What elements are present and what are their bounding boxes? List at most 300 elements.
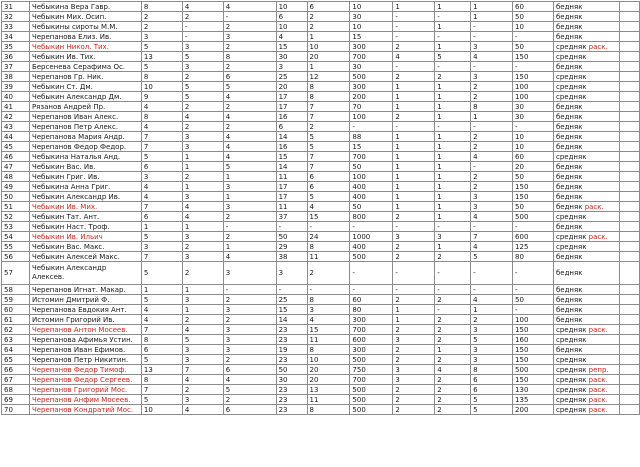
value-cell: 4 [141,122,182,132]
row-number-cell: 41 [2,102,30,112]
value-cell: 8 [307,405,350,415]
value-cell: 2 [307,22,350,32]
class-cell: средняк [553,355,619,365]
name-cell: Черепанов Федор Сергеев. [29,375,141,385]
value-cell: - [513,262,554,285]
value-cell: 4 [182,375,223,385]
value-cell: 1 [435,102,471,112]
value-cell: 200 [350,92,393,102]
value-cell: 5 [223,82,276,92]
value-cell: - [276,285,307,295]
value-cell: 10 [141,405,182,415]
status-note: раск. [588,385,608,394]
row-number-cell: 51 [2,202,30,212]
class-cell: средняк [553,242,619,252]
row-number-cell: 42 [2,112,30,122]
name-cell: Черепанова Афимья Устин. [29,335,141,345]
row-number-cell: 55 [2,242,30,252]
name-cell: Черепанов Федор Федор. [29,142,141,152]
value-cell: 6 [276,122,307,132]
value-cell: 1 [471,112,513,122]
row-number-cell: 46 [2,152,30,162]
value-cell: 88 [350,132,393,142]
value-cell: - [350,122,393,132]
table-row [2,262,640,285]
value-cell: 2 [435,295,471,305]
value-cell: 4 [307,202,350,212]
class-cell: бедняк [553,142,619,152]
value-cell: 1 [393,132,435,142]
empty-cell [619,52,639,62]
value-cell: 2 [435,252,471,262]
class-cell: средняк [553,152,619,162]
value-cell: 1 [223,172,276,182]
value-cell: - [435,122,471,132]
value-cell: 2 [471,172,513,182]
value-cell: 13 [141,365,182,375]
value-cell: 1 [182,182,223,192]
name-cell: Чебыкин Ив. Ильич [29,232,141,242]
value-cell: 11 [307,395,350,405]
value-cell: 80 [350,305,393,315]
value-cell: 400 [350,192,393,202]
row-number-cell: 67 [2,375,30,385]
value-cell: 23 [276,385,307,395]
value-cell: 2 [393,355,435,365]
name-cell: Чебыкин Наст. Троф. [29,222,141,232]
empty-cell [619,142,639,152]
value-cell: 1 [182,305,223,315]
value-cell: 4 [141,315,182,325]
value-cell: - [471,222,513,232]
value-cell: 6 [223,72,276,82]
table-row [2,202,640,212]
value-cell: 5 [435,52,471,62]
value-cell: 400 [350,242,393,252]
value-cell: 3 [276,62,307,72]
value-cell: 6 [141,212,182,222]
value-cell: 8 [471,365,513,375]
value-cell: 2 [471,182,513,192]
empty-cell [619,385,639,395]
value-cell: 750 [350,365,393,375]
row-number-cell: 38 [2,72,30,82]
value-cell: 4 [223,2,276,12]
row-number-cell: 44 [2,132,30,142]
value-cell: 100 [513,315,554,325]
value-cell: 2 [223,315,276,325]
value-cell: 5 [307,142,350,152]
value-cell: 3 [307,305,350,315]
class-cell: бедняк [553,32,619,42]
value-cell: 3 [471,72,513,82]
value-cell: 2 [435,355,471,365]
value-cell: 30 [350,12,393,22]
value-cell: 3 [182,345,223,355]
value-cell: 500 [350,385,393,395]
value-cell: 1 [393,192,435,202]
empty-cell [619,112,639,122]
table-row [2,395,640,405]
value-cell: 2 [182,102,223,112]
value-cell: 29 [276,242,307,252]
value-cell: 150 [513,182,554,192]
class-label: бедняк [555,202,583,211]
class-cell: бедняк [553,172,619,182]
value-cell: 2 [393,42,435,52]
value-cell: 2 [393,385,435,395]
table-row [2,325,640,335]
value-cell: 80 [513,252,554,262]
value-cell: 1 [141,222,182,232]
empty-cell [619,12,639,22]
value-cell: 50 [513,42,554,52]
value-cell: - [307,285,350,295]
value-cell: - [223,285,276,295]
value-cell: 3 [141,172,182,182]
value-cell: 2 [393,112,435,122]
value-cell: 5 [141,42,182,52]
row-number-cell: 37 [2,62,30,72]
value-cell: 7 [307,152,350,162]
status-note: раск. [584,202,604,211]
value-cell: 7 [141,252,182,262]
value-cell: 2 [223,62,276,72]
row-number-cell: 31 [2,2,30,12]
table-row [2,32,640,42]
value-cell: 4 [307,315,350,325]
row-number-cell: 58 [2,285,30,295]
value-cell: 15 [276,152,307,162]
value-cell: 4 [141,192,182,202]
value-cell: 3 [471,345,513,355]
row-number-cell: 60 [2,305,30,315]
value-cell: 2 [223,122,276,132]
value-cell: 3 [471,202,513,212]
value-cell: 2 [471,82,513,92]
class-cell: бедняк [553,285,619,295]
value-cell: - [307,222,350,232]
row-number-cell: 66 [2,365,30,375]
name-cell: Черепанов Анфим Мосеев. [29,395,141,405]
value-cell: 5 [223,385,276,395]
value-cell: 3 [182,142,223,152]
class-cell [553,232,619,242]
empty-cell [619,72,639,82]
empty-cell [619,262,639,285]
value-cell: 2 [223,102,276,112]
class-cell: средняк [553,82,619,92]
class-cell: средняк [553,92,619,102]
empty-cell [619,2,639,12]
table-row [2,355,640,365]
value-cell: 20 [307,52,350,62]
value-cell: 20 [307,375,350,385]
value-cell: 8 [141,375,182,385]
class-label: средняк [555,232,587,241]
value-cell: 8 [307,82,350,92]
value-cell: 1 [471,305,513,315]
table-row [2,62,640,72]
value-cell: 4 [223,132,276,142]
value-cell: 7 [307,162,350,172]
value-cell: 150 [513,52,554,62]
value-cell: 1 [435,242,471,252]
value-cell: 400 [350,182,393,192]
class-cell: бедняк [553,22,619,32]
name-cell: Черепанов Петр Никитин. [29,355,141,365]
empty-cell [619,132,639,142]
empty-cell [619,335,639,345]
value-cell: 1 [393,172,435,182]
name-cell: Чебыкин Никол. Тих. [29,42,141,52]
name-cell: Чебыкина Вера Гавр. [29,2,141,12]
value-cell: 1 [223,242,276,252]
name-cell: Чебыкин Вас. Макс. [29,242,141,252]
value-cell: 20 [307,365,350,375]
row-number-cell: 53 [2,222,30,232]
row-number-cell: 56 [2,252,30,262]
value-cell: 2 [435,325,471,335]
class-cell: бедняк [553,315,619,325]
value-cell: 15 [350,142,393,152]
value-cell: 2 [307,12,350,22]
table-row [2,375,640,385]
class-cell: бедняк [553,295,619,305]
status-note: раск. [588,395,608,404]
value-cell: 4 [276,32,307,42]
value-cell: 1 [393,152,435,162]
value-cell: 3 [393,365,435,375]
value-cell: 5 [141,232,182,242]
value-cell: - [435,262,471,285]
value-cell: 2 [182,72,223,82]
value-cell: 5 [141,152,182,162]
value-cell: 3 [471,192,513,202]
value-cell: 4 [182,325,223,335]
value-cell: 500 [513,365,554,375]
value-cell: 2 [182,122,223,132]
empty-cell [619,222,639,232]
class-cell: бедняк [553,132,619,142]
value-cell: - [471,285,513,295]
value-cell: 700 [350,325,393,335]
value-cell: - [513,305,554,315]
value-cell: 150 [513,72,554,82]
value-cell: 1 [435,212,471,222]
value-cell: - [513,222,554,232]
value-cell: 500 [350,405,393,415]
value-cell: 5 [471,335,513,345]
table-row [2,295,640,305]
row-number-cell: 70 [2,405,30,415]
value-cell: - [350,262,393,285]
table-row [2,92,640,102]
value-cell: 7 [141,202,182,212]
value-cell: 2 [182,262,223,285]
class-cell [553,395,619,405]
value-cell: 1 [435,142,471,152]
empty-cell [619,62,639,72]
empty-cell [619,315,639,325]
value-cell: - [471,62,513,72]
value-cell: 2 [393,345,435,355]
class-label: средняк [555,405,587,414]
row-number-cell: 52 [2,212,30,222]
table-row [2,232,640,242]
value-cell: 2 [435,395,471,405]
value-cell: 5 [223,162,276,172]
value-cell: - [350,222,393,232]
value-cell: 70 [350,102,393,112]
value-cell: 60 [513,152,554,162]
value-cell: 2 [182,385,223,395]
value-cell: 1 [471,2,513,12]
value-cell: 150 [513,192,554,202]
value-cell: 15 [276,42,307,52]
value-cell: 23 [276,395,307,405]
value-cell: 2 [223,395,276,405]
row-number-cell: 63 [2,335,30,345]
value-cell: 3 [393,232,435,242]
value-cell: 20 [513,162,554,172]
value-cell: 1 [182,162,223,172]
name-cell: Чебыкин Александр Ив. [29,192,141,202]
table-row [2,152,640,162]
value-cell: 2 [393,395,435,405]
value-cell: 10 [513,22,554,32]
value-cell: 2 [393,295,435,305]
value-cell: 6 [141,162,182,172]
empty-cell [619,22,639,32]
table-row [2,52,640,62]
value-cell: 15 [307,325,350,335]
class-cell: бедняк [553,162,619,172]
value-cell: 14 [276,132,307,142]
table-row [2,2,640,12]
value-cell: 30 [350,62,393,72]
name-cell: Чебыкин Мих. Осип. [29,12,141,22]
value-cell: 50 [276,365,307,375]
value-cell: 15 [350,32,393,42]
empty-cell [619,365,639,375]
value-cell: 10 [513,132,554,142]
value-cell: 125 [513,242,554,252]
value-cell: 10 [350,22,393,32]
value-cell: - [393,22,435,32]
value-cell: 1 [182,222,223,232]
empty-cell [619,202,639,212]
value-cell: 2 [182,172,223,182]
value-cell: 8 [141,335,182,345]
value-cell: 3 [182,132,223,142]
value-cell: 2 [471,142,513,152]
value-cell: 10 [276,2,307,12]
row-number-cell: 50 [2,192,30,202]
value-cell: 30 [276,375,307,385]
value-cell: 1 [435,192,471,202]
row-number-cell: 68 [2,385,30,395]
value-cell: 4 [182,405,223,415]
value-cell: 60 [513,2,554,12]
value-cell: 38 [276,252,307,262]
value-cell: - [393,12,435,22]
value-cell: 2 [435,315,471,325]
class-label: средняк [555,395,587,404]
value-cell: 3 [223,305,276,315]
empty-cell [619,82,639,92]
name-cell: Черепанов Гр. Ник. [29,72,141,82]
value-cell: 2 [471,315,513,325]
value-cell: 50 [513,172,554,182]
value-cell: 4 [223,375,276,385]
value-cell: 1 [393,102,435,112]
class-cell: средняк [553,212,619,222]
value-cell: 6 [471,385,513,395]
value-cell: - [471,162,513,172]
value-cell: 8 [307,345,350,355]
value-cell: 8 [141,2,182,12]
value-cell: 3 [223,335,276,345]
value-cell: 1 [393,162,435,172]
value-cell: 17 [276,102,307,112]
value-cell: 7 [307,102,350,112]
value-cell: 8 [307,242,350,252]
value-cell: 13 [141,52,182,62]
value-cell: 6 [307,182,350,192]
value-cell: 3 [276,262,307,285]
row-number-cell: 59 [2,295,30,305]
value-cell: 100 [513,82,554,92]
value-cell: - [393,62,435,72]
value-cell: 3 [223,345,276,355]
value-cell: 5 [182,82,223,92]
value-cell: 37 [276,212,307,222]
value-cell: 2 [223,212,276,222]
class-cell: бедняк [553,192,619,202]
empty-cell [619,252,639,262]
name-cell: Чебыкин Вас. Ив. [29,162,141,172]
status-note: раск. [588,42,608,51]
value-cell: 4 [435,365,471,375]
row-number-cell: 39 [2,82,30,92]
value-cell: 5 [471,252,513,262]
name-cell: Чебыкин Алексей Макс. [29,252,141,262]
value-cell: 4 [223,142,276,152]
value-cell: 6 [141,345,182,355]
row-number-cell: 40 [2,92,30,102]
value-cell: 8 [141,72,182,82]
value-cell: 17 [276,192,307,202]
value-cell: - [393,122,435,132]
value-cell: - [223,12,276,22]
value-cell: 1 [435,92,471,102]
value-cell: 1 [307,32,350,42]
value-cell: 1 [141,285,182,295]
row-number-cell: 54 [2,232,30,242]
value-cell: 1 [471,12,513,22]
value-cell: - [513,32,554,42]
name-cell: Рязанов Андрей Пр. [29,102,141,112]
value-cell: 1 [435,132,471,142]
value-cell: 25 [276,295,307,305]
value-cell: 6 [223,365,276,375]
value-cell: 150 [513,375,554,385]
value-cell: 11 [276,172,307,182]
value-cell: - [350,285,393,295]
name-cell: Черепанова Елиз. Ив. [29,32,141,42]
empty-cell [619,405,639,415]
